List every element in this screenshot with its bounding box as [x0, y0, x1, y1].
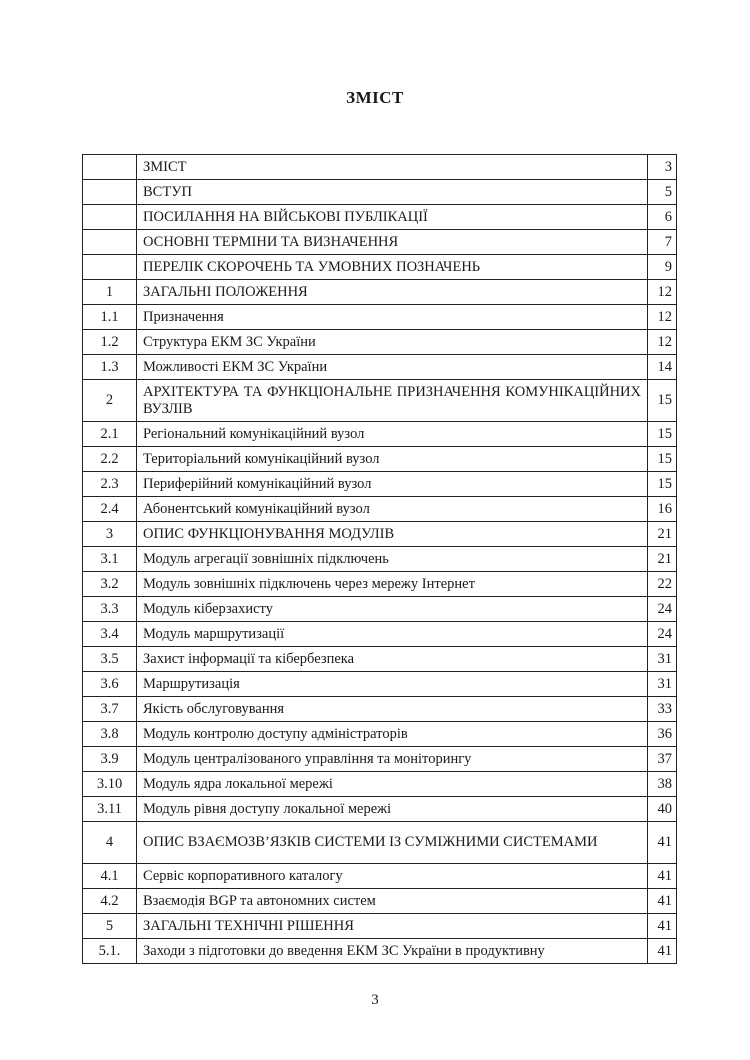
toc-section-title: ЗМІСТ [137, 155, 648, 180]
toc-page-number: 15 [648, 422, 677, 447]
toc-section-title: Сервіс корпоративного каталогу [137, 864, 648, 889]
toc-section-number: 4 [83, 822, 137, 864]
toc-section-number [83, 205, 137, 230]
toc-page-number: 12 [648, 305, 677, 330]
toc-row [83, 597, 677, 622]
toc-page-number: 31 [648, 647, 677, 672]
toc-row [83, 647, 677, 672]
toc-section-number [83, 255, 137, 280]
toc-page-number: 15 [648, 447, 677, 472]
toc-section-number: 1.2 [83, 330, 137, 355]
toc-row [83, 722, 677, 747]
toc-section-title: ОСНОВНІ ТЕРМІНИ ТА ВИЗНАЧЕННЯ [137, 230, 648, 255]
toc-section-title: Взаємодія BGP та автономних систем [137, 889, 648, 914]
toc-section-title: Структура ЕКМ ЗС України [137, 330, 648, 355]
toc-section-title: Маршрутизація [137, 672, 648, 697]
toc-row [83, 939, 677, 964]
toc-body [83, 155, 677, 964]
toc-section-number: 1.3 [83, 355, 137, 380]
toc-section-title: ПОСИЛАННЯ НА ВІЙСЬКОВІ ПУБЛІКАЦІЇ [137, 205, 648, 230]
toc-section-number [83, 155, 137, 180]
toc-page-number: 6 [648, 205, 677, 230]
toc-page-number: 9 [648, 255, 677, 280]
toc-page-number: 41 [648, 939, 677, 964]
toc-row [83, 230, 677, 255]
toc-section-title: Периферійний комунікаційний вузол [137, 472, 648, 497]
toc-section-title: Захист інформації та кібербезпека [137, 647, 648, 672]
toc-section-number: 3.8 [83, 722, 137, 747]
toc-row [83, 772, 677, 797]
toc-section-number: 1.1 [83, 305, 137, 330]
toc-section-title: ЗАГАЛЬНІ ПОЛОЖЕННЯ [137, 280, 648, 305]
toc-section-title: Призначення [137, 305, 648, 330]
toc-section-number: 1 [83, 280, 137, 305]
toc-row [83, 155, 677, 180]
toc-row [83, 280, 677, 305]
toc-section-number: 5.1. [83, 939, 137, 964]
toc-row [83, 747, 677, 772]
toc-section-title: Якість обслуговування [137, 697, 648, 722]
toc-row [83, 305, 677, 330]
toc-section-number: 2.4 [83, 497, 137, 522]
toc-row [83, 205, 677, 230]
toc-section-number: 4.1 [83, 864, 137, 889]
page-title: ЗМІСТ [346, 88, 404, 107]
toc-page-number: 33 [648, 697, 677, 722]
toc-row [83, 497, 677, 522]
toc-section-number [83, 180, 137, 205]
toc-page-number: 24 [648, 597, 677, 622]
toc-section-title: Модуль контролю доступу адміністраторів [137, 722, 648, 747]
toc-row [83, 822, 677, 864]
toc-section-title: Можливості ЕКМ ЗС України [137, 355, 648, 380]
toc-section-number: 3 [83, 522, 137, 547]
toc-section-number: 3.2 [83, 572, 137, 597]
toc-section-title: ОПИС ВЗАЄМОЗВ’ЯЗКІВ СИСТЕМИ ІЗ СУМІЖНИМИ СИСТЕМАМИ [137, 822, 648, 864]
toc-section-title: ЗАГАЛЬНІ ТЕХНІЧНІ РІШЕННЯ [137, 914, 648, 939]
toc-page-number: 16 [648, 497, 677, 522]
toc-row [83, 422, 677, 447]
toc-row [83, 522, 677, 547]
toc-section-number: 2 [83, 380, 137, 422]
toc-row [83, 180, 677, 205]
toc-row [83, 889, 677, 914]
toc-section-number: 3.5 [83, 647, 137, 672]
toc-section-title: Модуль рівня доступу локальної мережі [137, 797, 648, 822]
toc-section-title: Модуль маршрутизації [137, 622, 648, 647]
toc-row [83, 355, 677, 380]
toc-page-number: 22 [648, 572, 677, 597]
toc-section-title: Регіональний комунікаційний вузол [137, 422, 648, 447]
toc-section-title: Модуль централізованого управління та моніторингу [137, 747, 648, 772]
toc-section-number: 2.1 [83, 422, 137, 447]
toc-page-number: 24 [648, 622, 677, 647]
toc-page-number: 31 [648, 672, 677, 697]
toc-section-number: 4.2 [83, 889, 137, 914]
toc-section-title: ОПИС ФУНКЦІОНУВАННЯ МОДУЛІВ [137, 522, 648, 547]
toc-page-number: 41 [648, 822, 677, 864]
toc-page-number: 21 [648, 547, 677, 572]
toc-page-number: 7 [648, 230, 677, 255]
toc-page-number: 15 [648, 380, 677, 422]
toc-row [83, 330, 677, 355]
toc-row [83, 572, 677, 597]
table-of-contents [82, 154, 677, 964]
toc-section-number: 2.3 [83, 472, 137, 497]
toc-section-title: АРХІТЕКТУРА ТА ФУНКЦІОНАЛЬНЕ ПРИЗНАЧЕННЯ КОМУНІКАЦІЙНИХ ВУЗЛІВ [137, 380, 648, 422]
toc-section-number: 3.4 [83, 622, 137, 647]
toc-section-number: 3.11 [83, 797, 137, 822]
toc-section-number: 3.3 [83, 597, 137, 622]
toc-row [83, 697, 677, 722]
toc-section-title: Територіальний комунікаційний вузол [137, 447, 648, 472]
toc-page-number: 5 [648, 180, 677, 205]
toc-section-number: 3.7 [83, 697, 137, 722]
toc-section-title: Модуль зовнішніх підключень через мережу Інтернет [137, 572, 648, 597]
toc-page-number: 40 [648, 797, 677, 822]
toc-section-number [83, 230, 137, 255]
toc-row [83, 672, 677, 697]
toc-page-number: 41 [648, 914, 677, 939]
toc-row [83, 864, 677, 889]
toc-page-number: 36 [648, 722, 677, 747]
toc-section-number: 2.2 [83, 447, 137, 472]
toc-row [83, 797, 677, 822]
toc-section-number: 3.1 [83, 547, 137, 572]
toc-page-number: 12 [648, 280, 677, 305]
toc-section-number: 3.6 [83, 672, 137, 697]
toc-page-number: 41 [648, 864, 677, 889]
toc-page-number: 12 [648, 330, 677, 355]
page-number: 3 [371, 992, 379, 1008]
toc-section-number: 5 [83, 914, 137, 939]
toc-page-number: 21 [648, 522, 677, 547]
toc-page-number: 41 [648, 889, 677, 914]
toc-section-title: Модуль кіберзахисту [137, 597, 648, 622]
toc-row [83, 472, 677, 497]
toc-section-title: Заходи з підготовки до введення ЕКМ ЗС України в продуктивну [137, 939, 648, 964]
toc-section-title: Модуль агрегації зовнішніх підключень [137, 547, 648, 572]
toc-section-title: Абонентський комунікаційний вузол [137, 497, 648, 522]
toc-row [83, 547, 677, 572]
toc-section-number: 3.10 [83, 772, 137, 797]
toc-row [83, 622, 677, 647]
toc-page-number: 38 [648, 772, 677, 797]
toc-page-number: 37 [648, 747, 677, 772]
toc-section-title: ВСТУП [137, 180, 648, 205]
toc-section-title: Модуль ядра локальної мережі [137, 772, 648, 797]
toc-row [83, 255, 677, 280]
toc-page-number: 14 [648, 355, 677, 380]
toc-page-number: 15 [648, 472, 677, 497]
toc-row [83, 914, 677, 939]
toc-section-number: 3.9 [83, 747, 137, 772]
toc-row [83, 380, 677, 422]
toc-section-title: ПЕРЕЛІК СКОРОЧЕНЬ ТА УМОВНИХ ПОЗНАЧЕНЬ [137, 255, 648, 280]
toc-row [83, 447, 677, 472]
toc-page-number: 3 [648, 155, 677, 180]
